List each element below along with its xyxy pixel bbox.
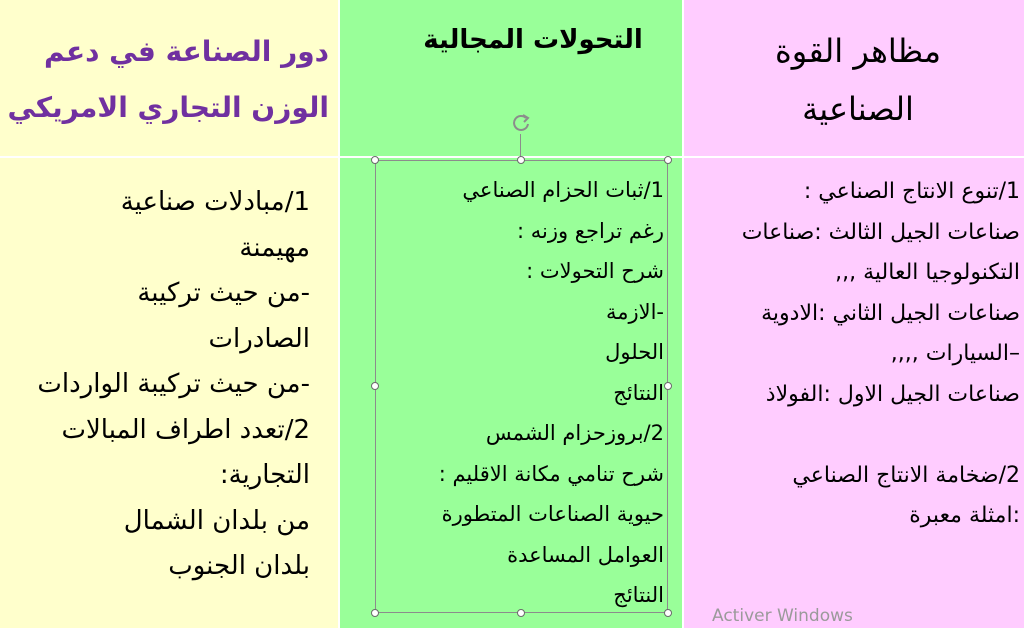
header-line: التحولات المجالية xyxy=(423,25,643,55)
body-line: رغم تراجع وزنه : xyxy=(516,218,664,243)
resize-handle[interactable] xyxy=(664,609,672,617)
body-line: الحلول xyxy=(605,340,664,364)
resize-handle[interactable] xyxy=(664,156,672,164)
resize-handle[interactable] xyxy=(517,609,525,617)
body-line: 1/ثبات الحزام الصناعي xyxy=(462,178,664,202)
resize-handle[interactable] xyxy=(517,156,525,164)
header-left xyxy=(9,24,329,136)
body-line: 2/تعدد اطراف المبالات xyxy=(61,414,310,445)
body-right xyxy=(700,172,1020,537)
body-line: 2/ضخامة الانتاج الصناعي xyxy=(792,462,1020,488)
header-divider xyxy=(0,156,1024,158)
resize-handle[interactable] xyxy=(664,382,672,390)
body-line: الصادرات xyxy=(208,323,310,354)
body-line: -من حيث تركيبة الواردات xyxy=(37,369,310,399)
body-line: 2/بروزحزام الشمس xyxy=(485,421,664,445)
body-line: التكنولوجيا العالية ,,, xyxy=(835,260,1020,285)
resize-handle[interactable] xyxy=(371,382,379,390)
header-line: الصناعية xyxy=(802,90,914,128)
body-line: –السيارات ,,,, xyxy=(890,341,1020,366)
body-line: -من حيث تركيبة xyxy=(137,278,310,308)
body-left xyxy=(10,180,310,590)
body-line: التجارية: xyxy=(219,460,310,490)
activation-watermark: Activer Windows xyxy=(712,606,853,626)
body-line: شرح تنامي مكانة الاقليم : xyxy=(438,461,664,486)
header-right xyxy=(738,22,978,138)
body-line: العوامل المساعدة xyxy=(507,542,664,567)
header-line: مظاهر القوة xyxy=(775,32,941,70)
body-line: -الازمة xyxy=(605,299,664,324)
body-line: صناعات الجيل الثاني :الادوية xyxy=(761,300,1020,326)
resize-handle[interactable] xyxy=(371,609,379,617)
body-line: بلدان الجنوب xyxy=(168,551,310,581)
body-line: 1/تنوع الانتاج الصناعي : xyxy=(803,179,1020,204)
column-divider xyxy=(338,0,340,628)
body-line: من بلدان الشمال xyxy=(123,505,310,536)
header-middle xyxy=(418,18,648,62)
header-line: دور الصناعة في دعم xyxy=(43,35,329,68)
body-line: حيوية الصناعات المتطورة xyxy=(441,502,664,526)
body-line: شرح التحولات : xyxy=(526,259,664,283)
resize-handle[interactable] xyxy=(371,156,379,164)
rotate-handle-icon[interactable] xyxy=(510,112,532,134)
body-line: :امثلة معبرة xyxy=(909,503,1020,528)
header-line: الوزن التجاري الامريكي xyxy=(7,91,329,124)
body-line: النتائج xyxy=(613,583,664,607)
selection-frame[interactable] xyxy=(375,160,668,613)
column-divider xyxy=(682,0,684,628)
body-line: النتائج xyxy=(613,380,664,405)
body-line: مهيمنة xyxy=(239,232,310,263)
body-line xyxy=(700,415,1020,456)
body-line: صناعات الجيل الثالث :صناعات xyxy=(741,219,1020,245)
body-line: 1/مبادلات صناعية xyxy=(120,187,310,217)
rotate-stem xyxy=(520,134,521,158)
body-line: صناعات الجيل الاول :الفولاذ xyxy=(765,381,1020,407)
